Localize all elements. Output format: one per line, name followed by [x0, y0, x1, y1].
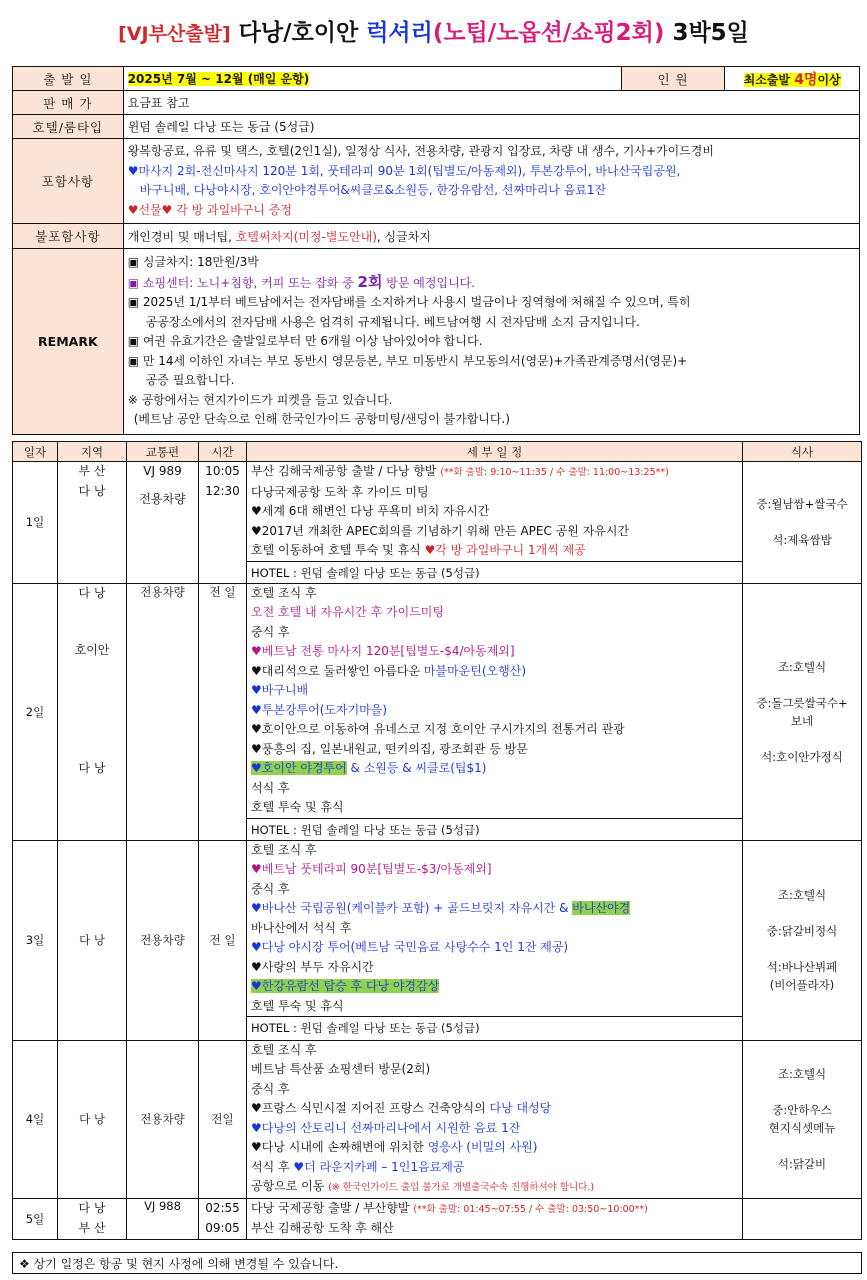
schedule-line: 중식 후: [251, 881, 290, 896]
hotel-label: 호텔/룸타입: [13, 115, 124, 139]
schedule-line: 호텔 투숙 및 휴식: [251, 998, 344, 1013]
schedule-line: ♥베트남 전통 마사지 120분[팁별도-$4/아동제외]: [251, 644, 515, 658]
departure-label: 출 발 일: [13, 67, 124, 91]
schedule-line: ♥바나산 국립공원(케이블카 포함) + 골드브릿지 자유시간 & 바나산야경: [251, 901, 631, 915]
meal-cell: 조:호텔식 중:돌그릇쌀국수+ 보네 석:호이안가정식: [743, 583, 862, 840]
details-cell: [247, 1198, 743, 1239]
table-row: [13, 462, 862, 584]
table-row: [13, 1198, 862, 1239]
details-cell: [247, 840, 743, 1040]
people-label: 인 원: [621, 67, 724, 91]
schedule-line: ♥세계 6대 해변인 다낭 푸욕미 비치 자유시간: [251, 504, 490, 518]
included-label: 포함사항: [13, 139, 124, 224]
remark-line: (베트남 공안 단속으로 인해 한국인가이드 공항미팅/샌딩이 불가합니다.): [133, 412, 510, 427]
title-luxury: 럭셔리: [366, 20, 433, 46]
included-gift: ♥선물♥ 각 방 과일바구니 증정: [127, 202, 292, 217]
remark-label: REMARK: [13, 249, 124, 435]
schedule-line: ♥투본강투어(도자기마을): [251, 702, 388, 717]
hotel-line: HOTEL : 윈덤 솔레일 다낭 또는 동급 (5성급): [247, 561, 742, 584]
remark-line: ▣ 만 14세 이하인 자녀는 부모 동반시 영문등본, 부모 미동반시 부모동의서(영문)+가족관계증명서(영문)+: [127, 353, 688, 368]
schedule-line: 호텔 조식 후: [251, 842, 317, 857]
schedule-line: 오전 호텔 내 자유시간 후 가이드미팅: [251, 605, 444, 619]
schedule-line: ♥다낭의 산토리니 선짜마리나에서 시원한 음료 1잔: [251, 1120, 521, 1135]
schedule-line: ♥호이안으로 이동하여 유네스코 지정 호이안 구시가지의 전통거리 관광: [251, 722, 625, 736]
title-destination: 다낭/호이안: [238, 20, 359, 46]
region-cell: 다 낭 호이안 다 낭: [58, 583, 127, 840]
schedule-line: ♥2017년 개최한 APEC회의를 기념하기 위해 만든 APEC 공원 자유시간: [251, 523, 630, 538]
schedule-line: ♥베트남 풋테라피 90분[팁별도-$3/아동제외]: [251, 862, 492, 876]
time-cell: 전 일: [199, 840, 247, 1040]
header-details: 세 부 일 정: [247, 442, 743, 462]
schedule-line: ♥바구니배: [251, 683, 309, 697]
meal-cell: [743, 1198, 862, 1239]
meal-cell: 조:호텔식 중:안하우스 현지식셋메뉴 석:닭갈비: [743, 1040, 862, 1198]
region-cell: 다 낭: [58, 1040, 127, 1198]
details-cell: [247, 1040, 743, 1198]
page-title: [0, 14, 867, 47]
departure-value: 2025년 7월 ~ 12월 (매일 운항): [127, 72, 310, 86]
header-meals: 식사: [743, 442, 862, 462]
time-cell: 10:05 12:30: [199, 462, 247, 584]
time-cell: 전 일: [199, 583, 247, 840]
included-line: ♥마사지 2회-전신마사지 120분 1회, 풋테라피 90분 1회(팁별도/아동제외), 투본강투어, 바나산국립공원,: [127, 163, 681, 178]
schedule-line: 중식 후: [251, 1081, 290, 1096]
schedule-line: 호텔 조식 후: [251, 1042, 317, 1057]
schedule-line: 호텔 조식 후: [251, 585, 317, 600]
title-duration: 3박5일: [672, 20, 749, 46]
price-value: 요금표 참고: [123, 91, 859, 115]
schedule-line: 부산 김해국제공항 출발 / 다낭 향발 (**화 출발: 9:10~11:35 / 수 출발: 11:00~13:25**): [251, 464, 669, 478]
remark-line: ▣ 여권 유효기간은 출발일로부터 만 6개월 이상 남아있어야 합니다.: [127, 334, 483, 349]
title-options: (노팁/노옵션/쇼핑2회): [432, 20, 665, 46]
footer-note: ❖ 상기 일정은 항공 및 현지 사정에 의해 변경될 수 있습니다.: [12, 1252, 862, 1274]
schedule-line: 다낭 국제공항 출발 / 부산향발 (**화 출발: 01:45~07:55 / 수 출발: 03:50~10:00**): [251, 1200, 648, 1215]
table-row: [13, 583, 862, 840]
header-region: 지역: [58, 442, 127, 462]
excluded-label: 불포함사항: [13, 224, 124, 249]
schedule-line: 석식 후 ♥더 라운지카페 – 1인1음료제공: [251, 1159, 465, 1174]
day-cell: 3일: [13, 840, 58, 1040]
remark-line: ▣ 2025년 1/1부터 베트남에서는 전자담배를 소지하거나 사용시 벌금이나 징역형에 처해질 수 있으며, 특히: [127, 295, 691, 310]
day-cell: 2일: [13, 583, 58, 840]
table-row: [13, 840, 862, 1040]
remark-value: [123, 249, 859, 435]
transport-cell: 전용차량: [127, 1040, 199, 1198]
schedule-line: 바나산에서 석식 후: [251, 920, 352, 935]
schedule-line: 중식 후: [251, 624, 290, 639]
schedule-table: [12, 441, 862, 1240]
remark-line: ※ 공항에서는 현지가이드가 피켓을 들고 있습니다.: [127, 392, 393, 407]
transport-cell: VJ 988: [127, 1198, 199, 1239]
schedule-line: ♥사랑의 부두 자유시간: [251, 959, 374, 974]
header-transport: 교통편: [127, 442, 199, 462]
schedule-line: 다낭국제공항 도착 후 가이드 미팅: [251, 484, 429, 499]
hotel-value: 윈덤 솔레일 다낭 또는 동급 (5성급): [123, 115, 859, 139]
meal-cell: 중:월남쌈+쌀국수 석:제육쌈밥: [743, 462, 862, 584]
transport-cell: 전용차량: [127, 840, 199, 1040]
time-cell: 02:55 09:05: [199, 1198, 247, 1239]
details-cell: [247, 583, 743, 840]
schedule-line: ♥한강유람선 탑승 후 다낭 야경감상: [251, 979, 440, 993]
title-prefix: [VJ부산출발]: [118, 23, 231, 45]
region-cell: 부 산 다 낭: [58, 462, 127, 584]
included-value: [123, 139, 859, 224]
excluded-value: 개인경비 및 매너팁, 호텔써차지(미정-별도안내), 싱글차지: [123, 224, 859, 249]
hotel-line: HOTEL : 윈덤 솔레일 다낭 또는 동급 (5성급): [247, 1016, 742, 1039]
schedule-line: 석식 후: [251, 780, 290, 795]
schedule-line: ♥프랑스 식민시절 지어진 프랑스 건축양식의 다낭 대성당: [251, 1101, 552, 1115]
details-cell: [247, 462, 743, 584]
table-row: [13, 1040, 862, 1198]
schedule-line: ♥대리석으로 둘러쌓인 아름다운 마블마운틴(오행산): [251, 663, 527, 678]
remark-line: ▣ 싱글차지: 18만원/3박: [127, 255, 259, 270]
hotel-line: HOTEL : 윈덤 솔레일 다낭 또는 동급 (5성급): [247, 818, 742, 841]
header-day: 일자: [13, 442, 58, 462]
day-cell: 4일: [13, 1040, 58, 1198]
schedule-line: 부산 김해공항 도착 후 해산: [251, 1221, 394, 1235]
remark-line: ▣ 쇼핑센터: 노니+침향, 커피 또는 잡화 중 2회 방문 예정입니다.: [127, 272, 476, 291]
included-line: 왕복항공료, 유류 및 택스, 호텔(2인1실), 일정상 식사, 전용차량, 관광지 입장료, 차량 내 생수, 기사+가이드경비: [127, 144, 714, 158]
meal-cell: 조:호텔식 중:닭갈비정식 석:바나산뷔페 (비어플라자): [743, 840, 862, 1040]
remark-line: 공증 필요합니다.: [145, 373, 235, 388]
price-label: 판 매 가: [13, 91, 124, 115]
region-cell: 다 낭 부 산: [58, 1198, 127, 1239]
transport-cell: 전용차량: [127, 583, 199, 840]
schedule-line: 베트남 특산품 쇼핑센터 방문(2회): [251, 1062, 431, 1076]
region-cell: 다 낭: [58, 840, 127, 1040]
schedule-line: 호텔 투숙 및 휴식: [251, 800, 344, 814]
remark-line: 공공장소에서의 전자담배 사용은 엄격히 규제됩니다. 베트남여행 시 전자담배 소지 금지입니다.: [145, 314, 640, 329]
schedule-line: 호텔 이동하여 호텔 투숙 및 휴식 ♥각 방 과일바구니 1개씩 제공: [251, 543, 586, 557]
header-time: 시간: [199, 442, 247, 462]
day-cell: 1일: [13, 462, 58, 584]
people-value: 최소출발 4명이상: [743, 71, 841, 88]
schedule-line: ♥호이안 야경투어 & 소원등 & 씨클로(팁$1): [251, 761, 487, 775]
schedule-line: ♥다낭 시내에 손짜해변에 위치한 영응사 (비밀의 사원): [251, 1140, 538, 1154]
schedule-line: ♥다낭 야시장 투어(베트남 국민음료 사탕수수 1인 1잔 제공): [251, 940, 569, 954]
info-table: [12, 66, 860, 435]
transport-cell: VJ 989 전용차량: [127, 462, 199, 584]
time-cell: 전일: [199, 1040, 247, 1198]
schedule-line: ♥풍흥의 집, 일본내원교, 떤키의집, 광조회관 등 방문: [251, 741, 528, 756]
day-cell: 5일: [13, 1198, 58, 1239]
schedule-line: 공항으로 이동 (※ 한국인가이드 출입 불가로 개별출국수속 진행하셔야 합니다.): [251, 1179, 595, 1193]
included-line: 바구니배, 다낭야시장, 호이안야경투어&씨클로&소원등, 한강유람선, 선짜마리나 음료1잔: [139, 183, 607, 197]
